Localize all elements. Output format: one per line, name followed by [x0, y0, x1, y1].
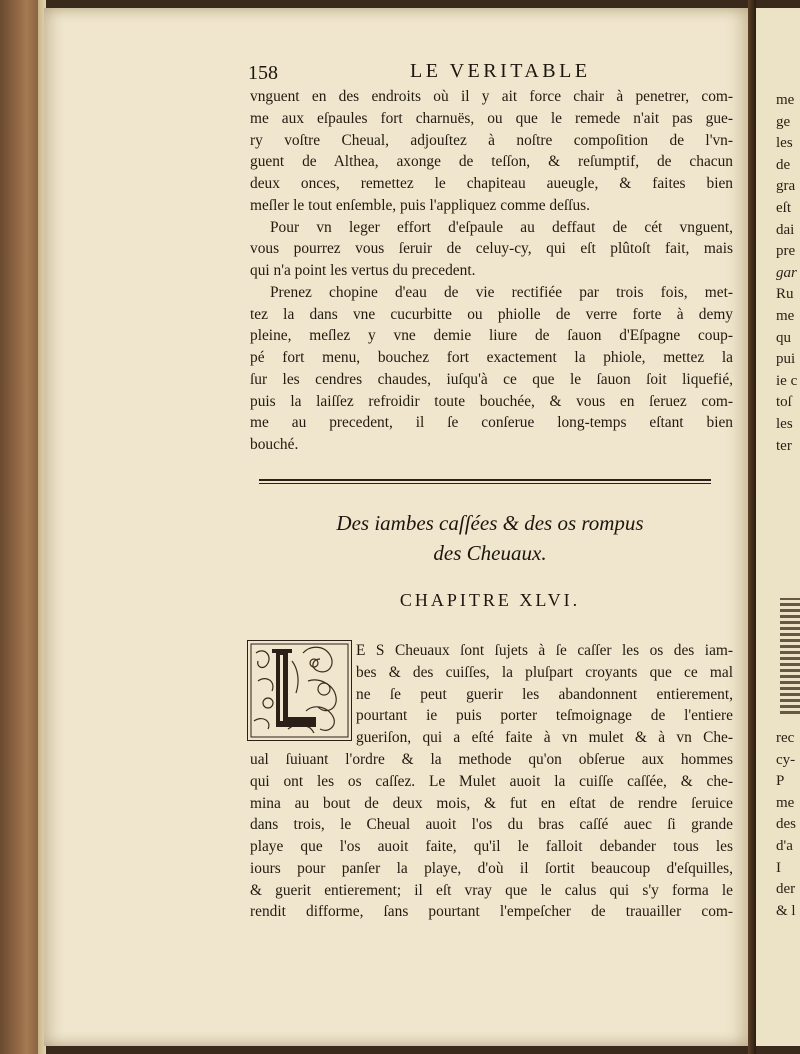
text-line: playe que l'os auoit faite, qu'il le falloit debander tous les — [250, 838, 733, 855]
edge-line: dai — [776, 221, 795, 238]
section-title — [270, 508, 710, 568]
paragraph-block-top — [250, 86, 733, 456]
edge-line: gar — [776, 264, 797, 281]
edge-line: ie c — [776, 372, 798, 389]
text-line: vous pourrez vous ſeruir de celuy-cy, qui eſt plûtoſt fait, mais — [250, 240, 733, 258]
edge-line: I — [776, 859, 781, 876]
edge-line: d'a — [776, 837, 793, 854]
text-line: Prenez chopine d'eau de vie rectifiée par trois fois, met- — [270, 283, 733, 301]
text-line: & guerit entierement; il eſt vray que le calus qui s'y forma le — [250, 881, 733, 899]
facing-page-ornament-icon — [780, 598, 800, 714]
text-line: qui n'a point les vertus du precedent. — [250, 262, 476, 279]
text-line: me aux eſpaules fort charnuës, ou que le remede n'ait pas gue- — [250, 109, 733, 127]
edge-line: cy- — [776, 751, 796, 768]
edge-line: des — [776, 816, 796, 833]
section-divider-thin — [259, 483, 711, 484]
page-header — [248, 60, 738, 86]
text-line: mina au bout de deux mois, & fut en eſtat de rendre ſeruice — [250, 794, 733, 812]
text-line: gueriſon, qui a eſté faite à vn mulet & à vn Che- — [356, 729, 733, 746]
edge-line: me — [776, 794, 795, 811]
text-line: me au precedent, il ſe conſerue long-temps eſtant bien — [250, 414, 733, 432]
edge-line: eſt — [776, 199, 791, 216]
chapter-text-narrow — [356, 640, 733, 749]
text-line: ry voſtre Cheual, adjouſtez à noſtre compoſition de l'vn- — [250, 131, 733, 149]
section-title-line-2: des Cheuaux. — [433, 541, 547, 565]
facing-page-text-top — [776, 90, 800, 457]
edge-line: Ru — [776, 286, 794, 303]
edge-line: rec — [776, 730, 795, 746]
text-line: pleine, meſlez y vne demie liure de ſauon d'Eſpagne coup- — [250, 327, 733, 345]
text-line: bouché. — [250, 436, 299, 453]
text-line: meſler le tout enſemble, puis l'appliquez comme deſſus. — [250, 196, 590, 214]
text-line: Pour vn leger effort d'eſpaule au deffaut de cét vnguent, — [270, 218, 733, 236]
text-line: guent de Althea, axonge de teſſon, & reſumptif, de chacun — [250, 153, 733, 171]
text-line: rendit difforme, ſans pourtant l'empeſcher de trauailler com- — [250, 903, 733, 921]
edge-line: me — [776, 92, 795, 108]
text-line: bes & des cuiſſes, la pluſpart croyants que ce mal — [356, 663, 733, 681]
text-line: deux onces, remettez le chapiteau aueugle, & faites bien — [250, 175, 733, 192]
text-line: puis la laiſſez refroidir toute bouchée, & vous en ſeruez com- — [250, 392, 733, 410]
edge-line: les — [776, 135, 793, 152]
text-line: tez la dans vne cucurbitte ou phiolle de verre forte à demy — [250, 305, 733, 323]
edge-line: gra — [776, 178, 796, 195]
book-gutter — [748, 0, 756, 1054]
edge-line: der — [776, 881, 796, 898]
edge-line: P — [776, 773, 785, 790]
text-line: vnguent en des endroits où il y ait force chair à penetrer, com- — [250, 88, 733, 105]
ornamental-letter-L-icon — [247, 640, 352, 741]
running-title: LE VERITABLE — [410, 60, 591, 82]
facing-page-edge — [756, 8, 800, 1046]
text-line: ual ſuiuant l'ordre & la methode qu'on obſerue aux hommes — [250, 751, 733, 768]
edge-line: les — [776, 415, 793, 432]
edge-line: ter — [776, 437, 792, 454]
text-line: E S Cheuaux ſont ſujets à ſe caſſer les os des iam- — [356, 642, 733, 659]
chapter-text-full — [250, 749, 733, 923]
edge-line: ge — [776, 113, 791, 130]
text-line: dans trois, le Cheual auoit l'os du bras caſſé auec ſi grande — [250, 816, 733, 834]
text-line: pé fort menu, bouchez fort exactement la phiole, mettez la — [250, 349, 733, 366]
edge-line: me — [776, 307, 795, 324]
text-line: ſur les cendres chaudes, iuſqu'à ce que le ſauon ſoit liquefié, — [250, 370, 733, 388]
edge-line: toſ — [776, 394, 792, 411]
edge-line: & l — [776, 902, 796, 919]
edge-line: qu — [776, 329, 791, 346]
edge-line: pre — [776, 243, 796, 260]
facing-page-text-bottom — [776, 728, 800, 922]
edge-line: de — [776, 156, 791, 173]
page-number: 158 — [248, 62, 278, 84]
section-divider — [259, 479, 711, 481]
section-title-line-1: Des iambes caſſées & des os rompus — [336, 511, 644, 535]
text-line: iours pour panſer la playe, d'où il ſortit beaucoup d'eſquilles, — [250, 859, 733, 877]
edge-line: pui — [776, 351, 796, 368]
text-line: pourtant ie puis porter teſmoignage de l'entiere — [356, 707, 733, 725]
text-line: ne ſe peut guerir les abandonnent entierement, — [356, 685, 733, 703]
chapter-heading: CHAPITRE XLVI. — [399, 590, 581, 610]
text-line: qui ont les os caſſez. Le Mulet auoit la cuiſſe caſſée, & che- — [250, 772, 733, 790]
